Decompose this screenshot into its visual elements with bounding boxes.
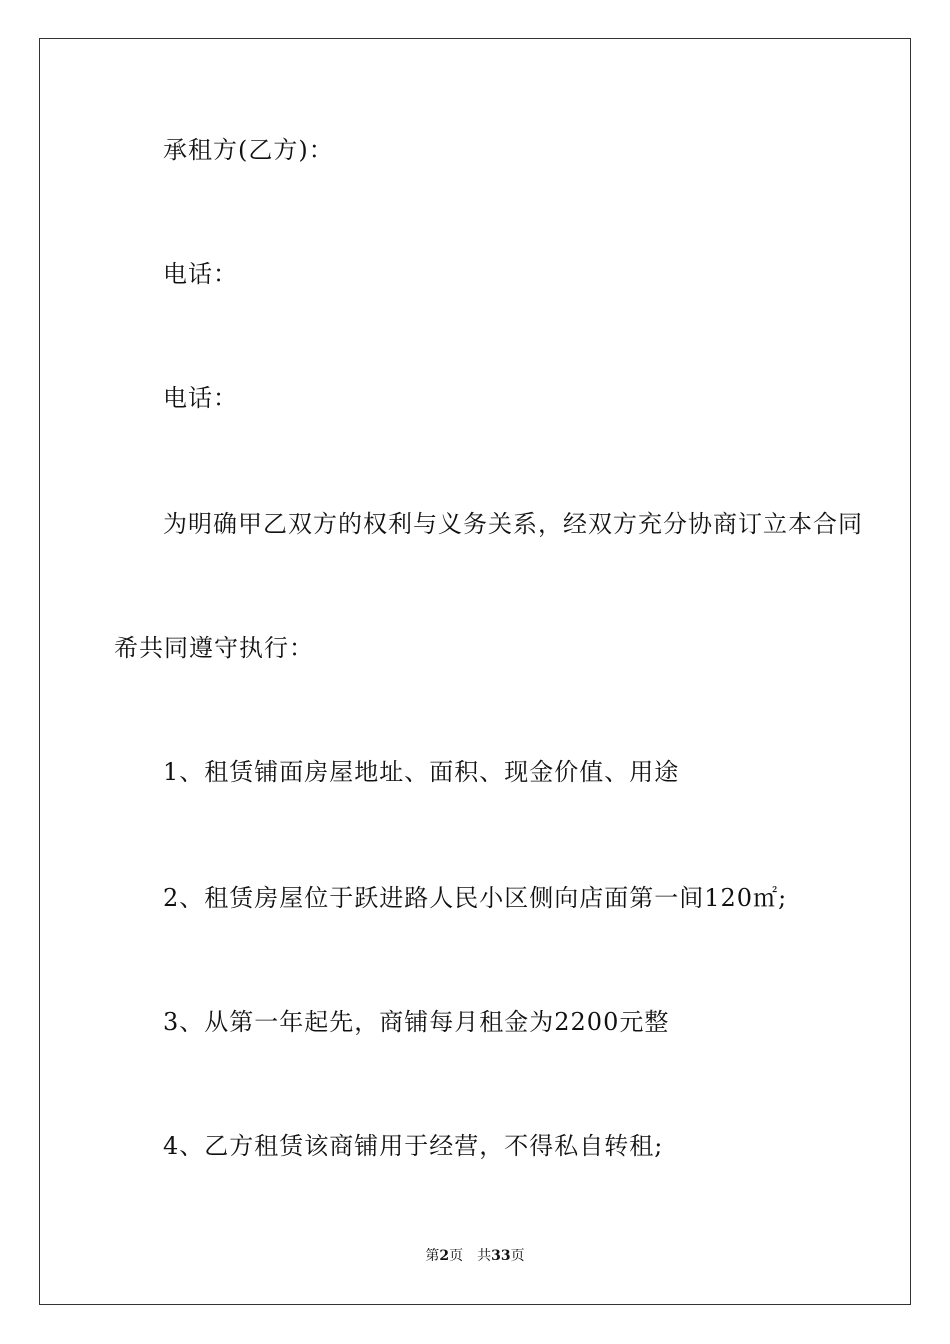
lessee-label: 承租方(乙方)： bbox=[163, 136, 334, 164]
clause-2: 2、租赁房屋位于跃进路人民小区侧向店面第一间120㎡; bbox=[163, 884, 788, 912]
page-footer bbox=[0, 1247, 950, 1265]
phone-label-2: 电话： bbox=[163, 384, 238, 412]
clause-1: 1、租赁铺面房屋地址、面积、现金价值、用途 bbox=[163, 758, 680, 786]
footer-page-number: 2 bbox=[439, 1248, 450, 1264]
preamble-line-1: 为明确甲乙双方的权利与义务关系，经双方充分协商订立本合同 bbox=[163, 510, 863, 538]
footer-total-pages: 33 bbox=[491, 1248, 511, 1264]
phone-label-1: 电话： bbox=[163, 260, 238, 288]
clause-4: 4、乙方租赁该商铺用于经营，不得私自转租; bbox=[163, 1132, 664, 1160]
page-border bbox=[39, 38, 911, 1305]
footer-total-prefix: 共 bbox=[477, 1248, 492, 1264]
footer-page-prefix: 第 bbox=[425, 1248, 440, 1264]
footer-page-suffix: 页 bbox=[449, 1248, 464, 1264]
clause-3: 3、从第一年起先，商铺每月租金为2200元整 bbox=[163, 1008, 670, 1036]
footer-total-suffix: 页 bbox=[510, 1248, 525, 1264]
preamble-line-2: 希共同遵守执行： bbox=[114, 634, 314, 662]
